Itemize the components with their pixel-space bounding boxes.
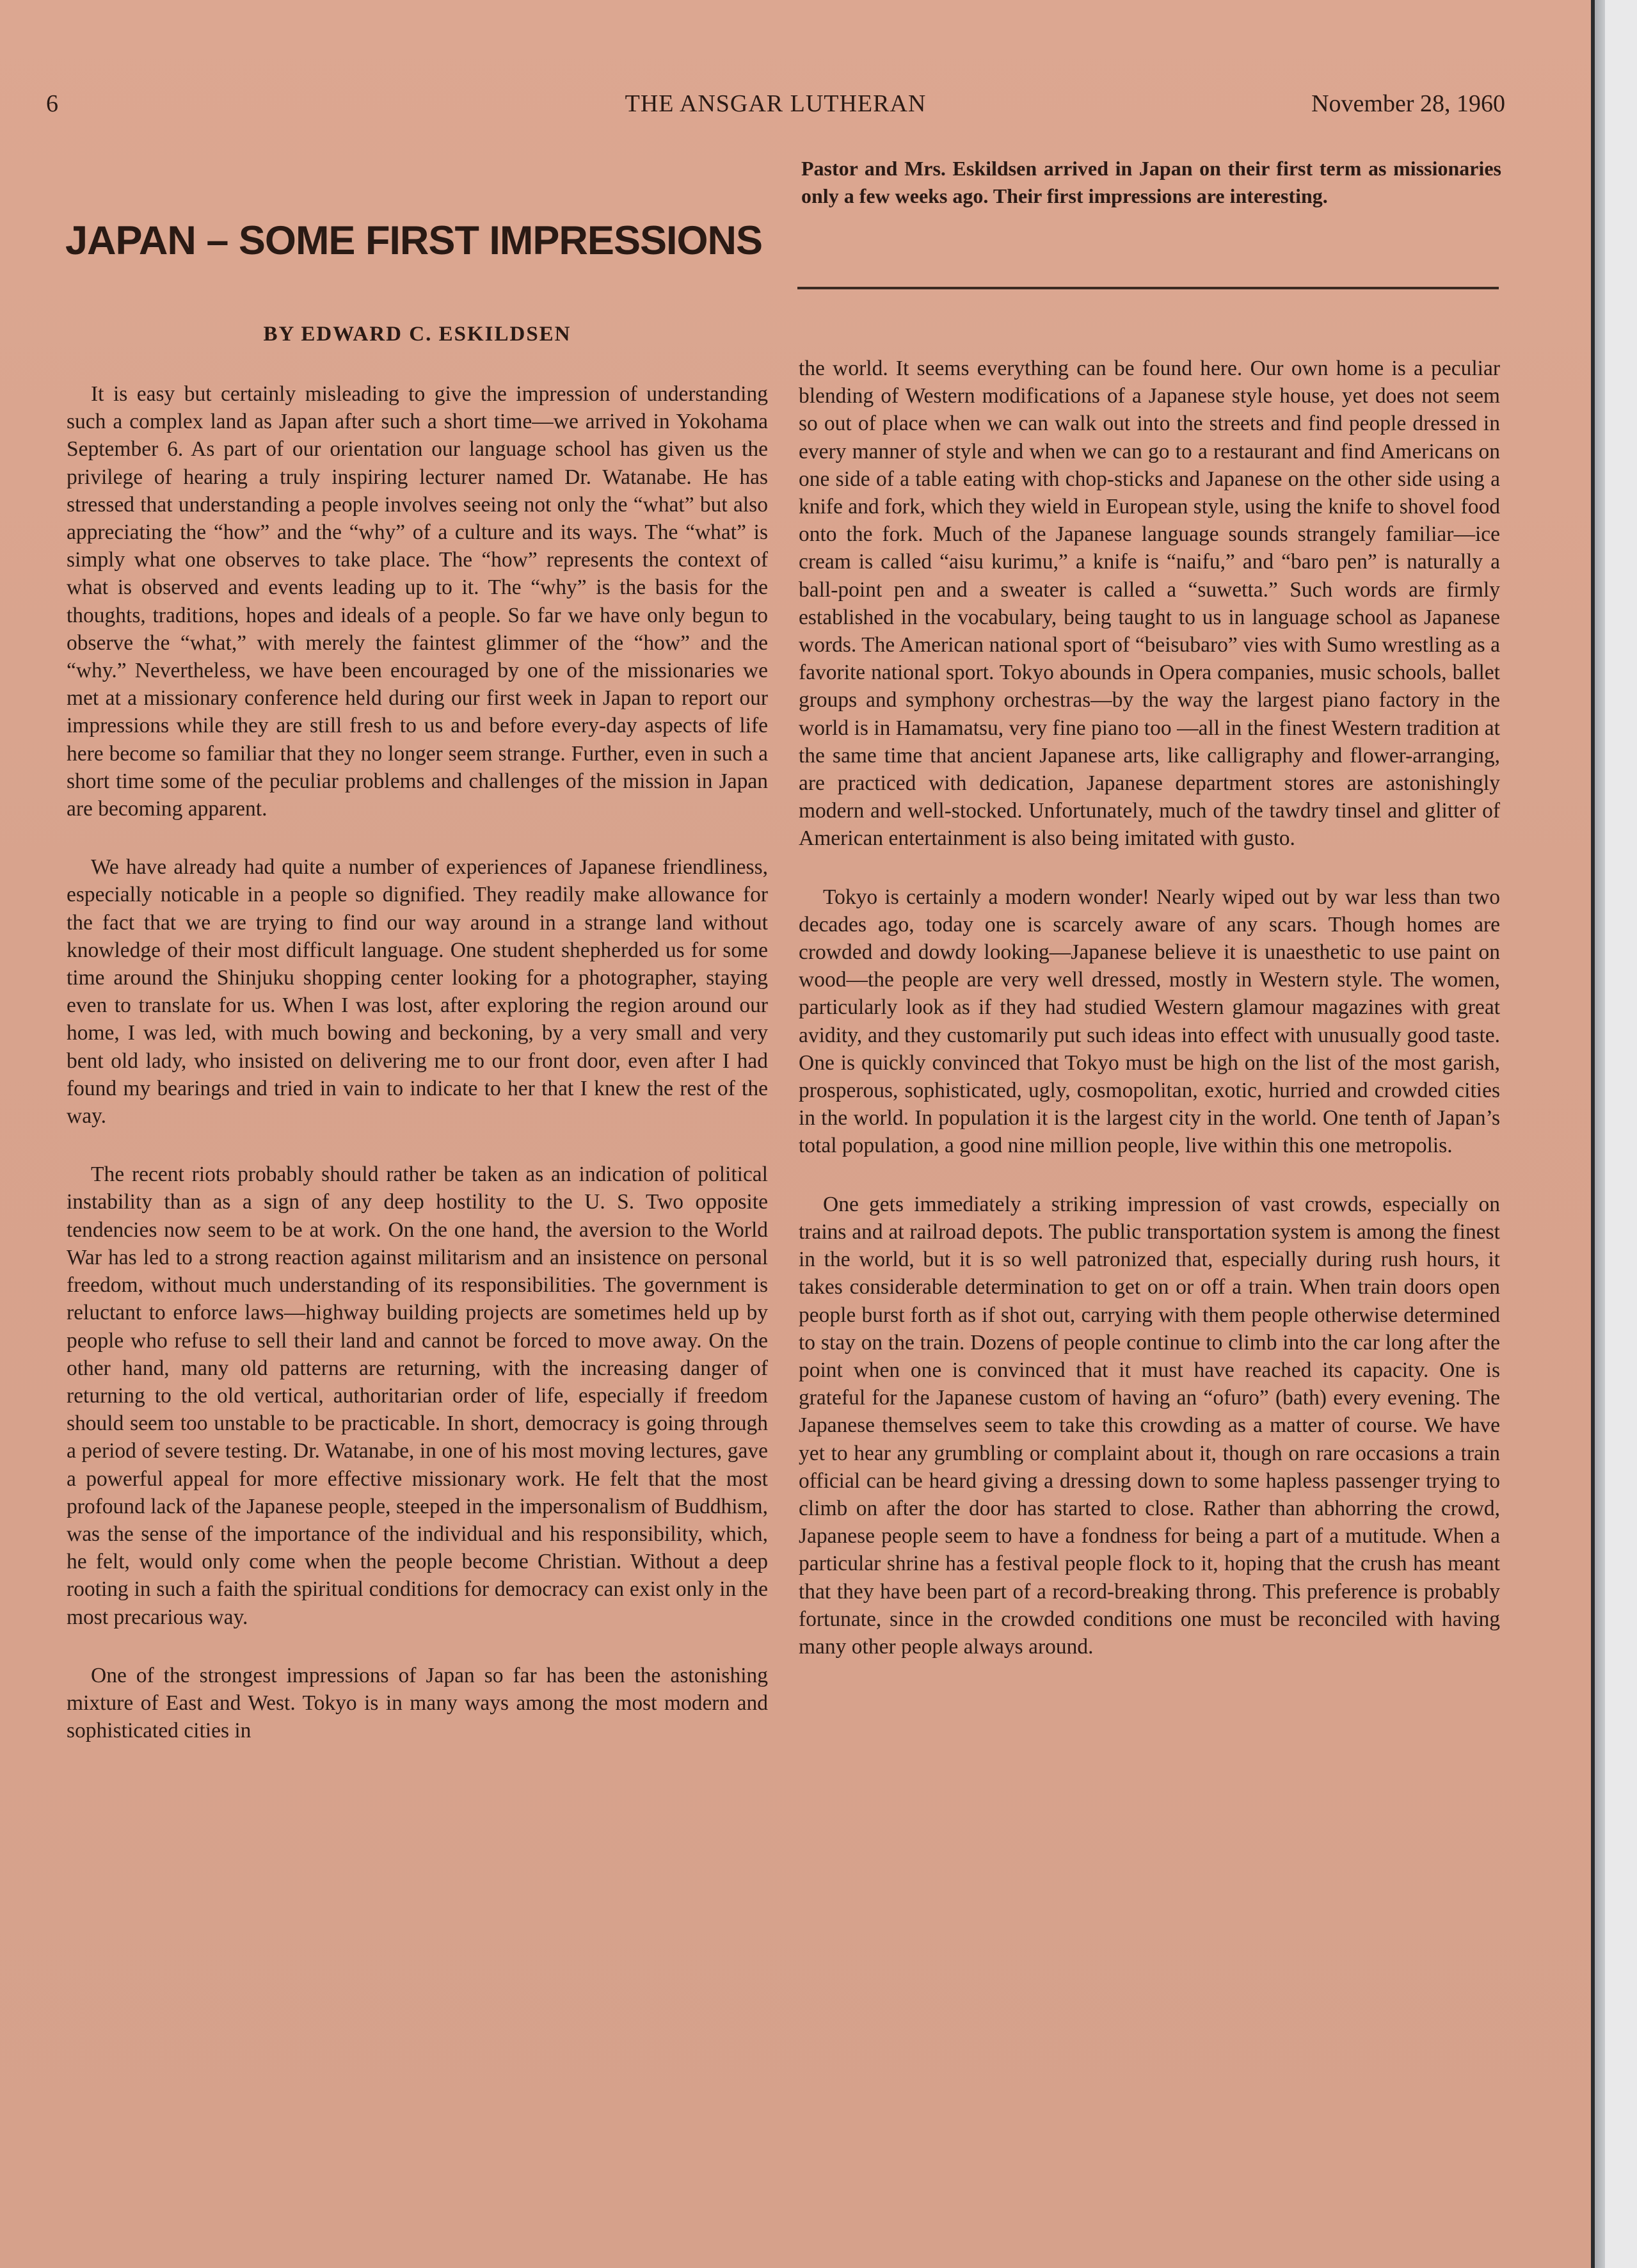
paragraph: Tokyo is certainly a modern wonder! Nearly wiped out by war less than two decades ago, today one is scarcely aware of any scars. Though homes are crowded and dowdy looking—Japanese believe it is unaesthetic to use paint on wood—the people are very well dressed, mostly in Western style. The women, particularly look as if they had studied Western glamour magazines with great avidity, and they customarily put such ideas into effect with unusually good taste. One is quickly convinced that Tokyo must be high on the list of the most garish, prosperous, sophisticated, ugly, cosmopolitan, exotic, hurried and crowded cities in the world. In population it is the largest city in the world. One tenth of Japan’s total population, a good nine million people, live within this one metropolis. <box>799 885 1500 1158</box>
publication-title: THE ANSGAR LUTHERAN <box>625 90 927 117</box>
article-column-left <box>67 380 768 1775</box>
article-intro: Pastor and Mrs. Eskildsen arrived in Japan on their first term as missionaries only a few weeks ago. Their first impressions are interesting. <box>801 157 1501 207</box>
paragraph: The recent riots probably should rather be taken as an indication of political instability than as a sign of any deep hostility to the U. S. Two opposite tendencies now seem to be at work. On the one hand, the aversion to the World War has led to a strong reaction against militarism and an insistence on personal freedom, without much understanding of its responsibilities. The government is reluctant to enforce laws—highway building projects are sometimes held up by people who refuse to sell their land and cannot be forced to move away. On the other hand, many old patterns are returning, with the increasing danger of returning to the old vertical, authoritarian order of life, especially if freedom should seem too unstable to be practicable. In short, democracy is going through a period of severe testing. Dr. Watanabe, in one of his most moving lectures, gave a powerful appeal for more effective missionary work. He felt that the most profound lack of the Japanese people, steeped in the impersonalism of Buddhism, was the sense of the importance of the individual and his responsibility, which, he felt, would only come when the people become Christian. Without a deep rooting in such a faith the spiritual conditions for democracy can exist only in the most precarious way. <box>67 1162 768 1629</box>
paragraph: It is easy but certainly misleading to give the impression of understanding such a complex land as Japan after such a short time—we arrived in Yokohama September 6. As part of our orientation our language school has given us the privilege of hearing a truly inspiring lecturer named Dr. Watanabe. He has stressed that understanding a people involves seeing not only the “what” but also appreciating the “how” and the “why” of a culture and its ways. The “what” is simply what one observes to take place. The “how” represents the context of what is observed and events leading up to it. The “why” is the basis for the thoughts, traditions, hopes and ideals of a people. So far we have only begun to observe the “what,” with merely the faintest glimmer of the “how” and the “why.” Nevertheless, we have been encouraged by one of the missionaries we met at a missionary conference held during our first week in Japan to report our impressions while they are still fresh to us and before every-day aspects of life here become so familiar that they no longer seem strange. Further, even in such a short time some of the peculiar problems and challenges of the mission in Japan are becoming apparent. <box>67 382 768 821</box>
issue-date: November 28, 1960 <box>1311 90 1505 117</box>
article-title: JAPAN – SOME FIRST IMPRESSIONS <box>65 218 763 263</box>
article-column-right <box>799 355 1500 1691</box>
paragraph: the world. It seems everything can be found here. Our own home is a peculiar blending of Western modifications of a Japanese style house, yet does not seem so out of place when we can walk out into the streets and find people dressed in every manner of style and when we can go to a restaurant and find Americans on one side of a table eating with chop-sticks and Japanese on the other side using a knife and fork, which they wield in European style, using the knife to shovel food onto the fork. Much of the Japanese language sounds strangely familiar—ice cream is called “aisu kurimu,” a knife is “naifu,” and “baro pen” is naturally a ball-point pen and a sweater is called a “suwetta.” Such words are firmly established in the vocabulary, being taught to us in language school as Japanese words. The American national sport of “beisubaro” vies with Sumo wrestling as a favorite national sport. Tokyo abounds in Opera companies, music schools, ballet groups and symphony orchestras—by the way the largest piano factory in the world is in Hamamatsu, very fine piano too —all in the finest Western tradition at the same time that ancient Japanese arts, like calligraphy and flower-arranging, are practiced with dedication, Japanese department stores are astonishingly modern and well-stocked. Unfortunately, much of the tawdry tinsel and glitter of American entertainment is also being imitated with gusto. <box>799 357 1500 851</box>
article-byline: BY EDWARD C. ESKILDSEN <box>263 323 571 346</box>
paragraph: One of the strongest impressions of Japan so far has been the astonishing mixture of East and West. Tokyo is in many ways among the most modern and sophisticated cities in <box>67 1663 768 1743</box>
page-number: 6 <box>46 90 58 117</box>
divider-rule <box>797 287 1499 289</box>
page-edge <box>1591 0 1595 2268</box>
paragraph: One gets immediately a striking impression of vast crowds, especially on trains and at railroad depots. The public transportation system is among the finest in the world, but it is so well patronized that, especially during rush hours, it takes considerable determination to get on or off a train. When train doors open people burst forth as if shot out, carrying with them people otherwise determined to stay on the train. Dozens of people continue to climb into the car long after the point when one is convinced that it must have reached its capacity. One is grateful for the Japanese custom of having an “ofuro” (bath) every evening. The Japanese themselves seem to take this crowding as a matter of course. We have yet to hear any grumbling or complaint about it, though on rare occasions a train official can be heard giving a dressing down to some hapless passenger trying to climb on after the door has started to close. Rather than abhorring the crowd, Japanese people seem to have a fondness for being a part of a mutitude. When a particular shrine has a festival people flock to it, hoping that the crush has meant that they have been part of a record-breaking throng. This preference is probably fortunate, since in the crowded conditions one must be reconciled with having many other people always around. <box>799 1192 1500 1659</box>
paragraph: We have already had quite a number of experiences of Japanese friendliness, especially noticable in a people so dignified. They readily make allowance for the fact that we are trying to find our way around in a strange land without knowledge of their most difficult language. One student shepherded us for some time around the Shinjuku shopping center looking for a photographer, staying even to translate for us. When I was lost, after exploring the region around our home, I was led, with much bowing and beckoning, by a very small and very bent old lady, who insisted on delivering me to our front door, even after I had found my bearings and tried in vain to indicate to her that I knew the rest of the way. <box>67 855 768 1129</box>
page-header <box>46 90 1505 128</box>
